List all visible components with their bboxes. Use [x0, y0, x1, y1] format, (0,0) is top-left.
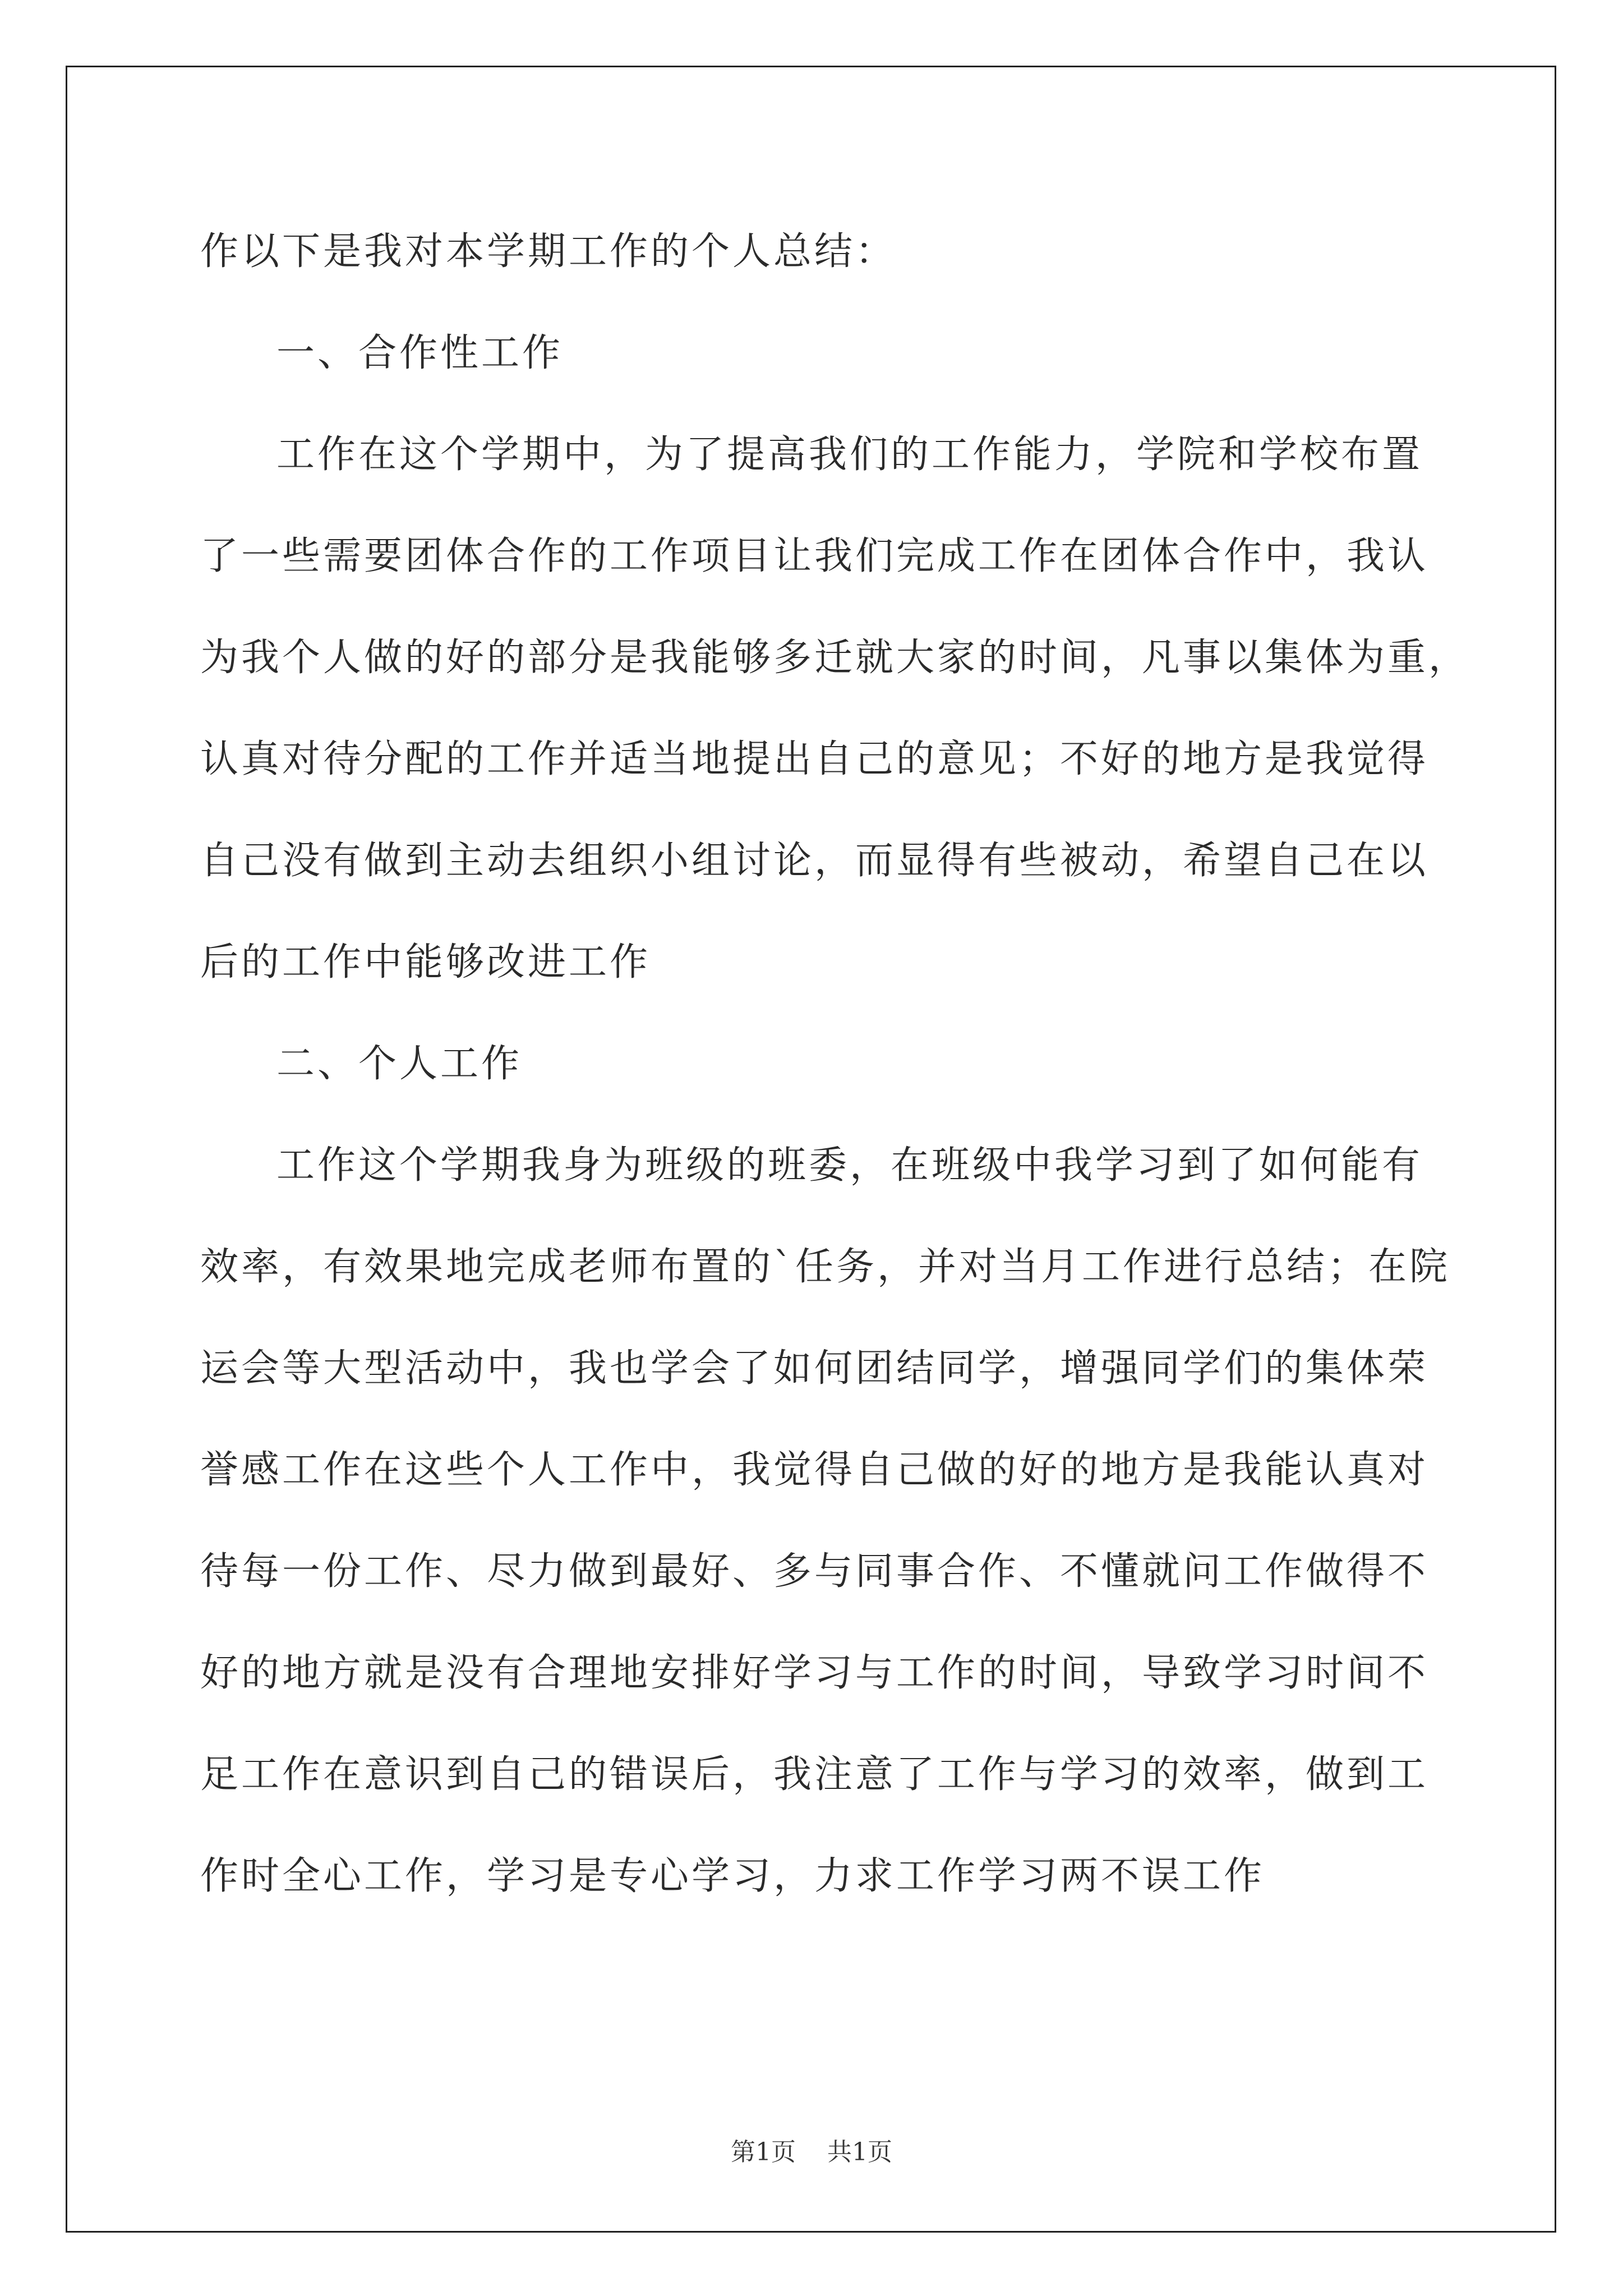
text-line: 了一些需要团体合作的工作项目让我们完成工作在团体合作中，我认	[200, 534, 1429, 578]
text-line: 自己没有做到主动去组织小组讨论，而显得有些被动，希望自己在以	[200, 839, 1429, 883]
text-line: 工作在这个学期中，为了提高我们的工作能力，学院和学校布置	[276, 432, 1423, 477]
text-line: 足工作在意识到自己的错误后，我注意了工作与学习的效率，做到工	[200, 1752, 1429, 1797]
text-line: 认真对待分配的工作并适当地提出自己的意见；不好的地方是我觉得	[200, 737, 1429, 781]
text-line: 誉感工作在这些个人工作中，我觉得自己做的好的地方是我能认真对	[200, 1448, 1429, 1492]
text-line: 作时全心工作，学习是专心学习，力求工作学习两不误工作	[200, 1854, 1265, 1898]
page-footer	[0, 2132, 1623, 2168]
text-line: 效率，有效果地完成老师布置的`任务，并对当月工作进行总结；在院	[200, 1245, 1451, 1289]
document-body	[200, 201, 1474, 1927]
section-heading-cooperative-work: 一、合作性工作	[276, 331, 564, 375]
text-line: 后的工作中能够改进工作	[200, 940, 651, 984]
section-heading-personal-work: 二、个人工作	[276, 1042, 523, 1086]
text-line: 作以下是我对本学期工作的个人总结：	[200, 229, 897, 274]
text-line: 工作这个学期我身为班级的班委，在班级中我学习到了如何能有	[276, 1143, 1423, 1188]
page-current: 第1页	[731, 2138, 796, 2166]
text-line: 运会等大型活动中，我也学会了如何团结同学，增强同学们的集体荣	[200, 1346, 1429, 1391]
text-line: 为我个人做的好的部分是我能够多迁就大家的时间，凡事以集体为重，	[200, 636, 1470, 680]
page-total: 共1页	[827, 2138, 892, 2166]
text-line: 待每一份工作、尽力做到最好、多与同事合作、不懂就问工作做得不	[200, 1549, 1429, 1594]
text-line: 好的地方就是没有合理地安排好学习与工作的时间，导致学习时间不	[200, 1651, 1429, 1695]
